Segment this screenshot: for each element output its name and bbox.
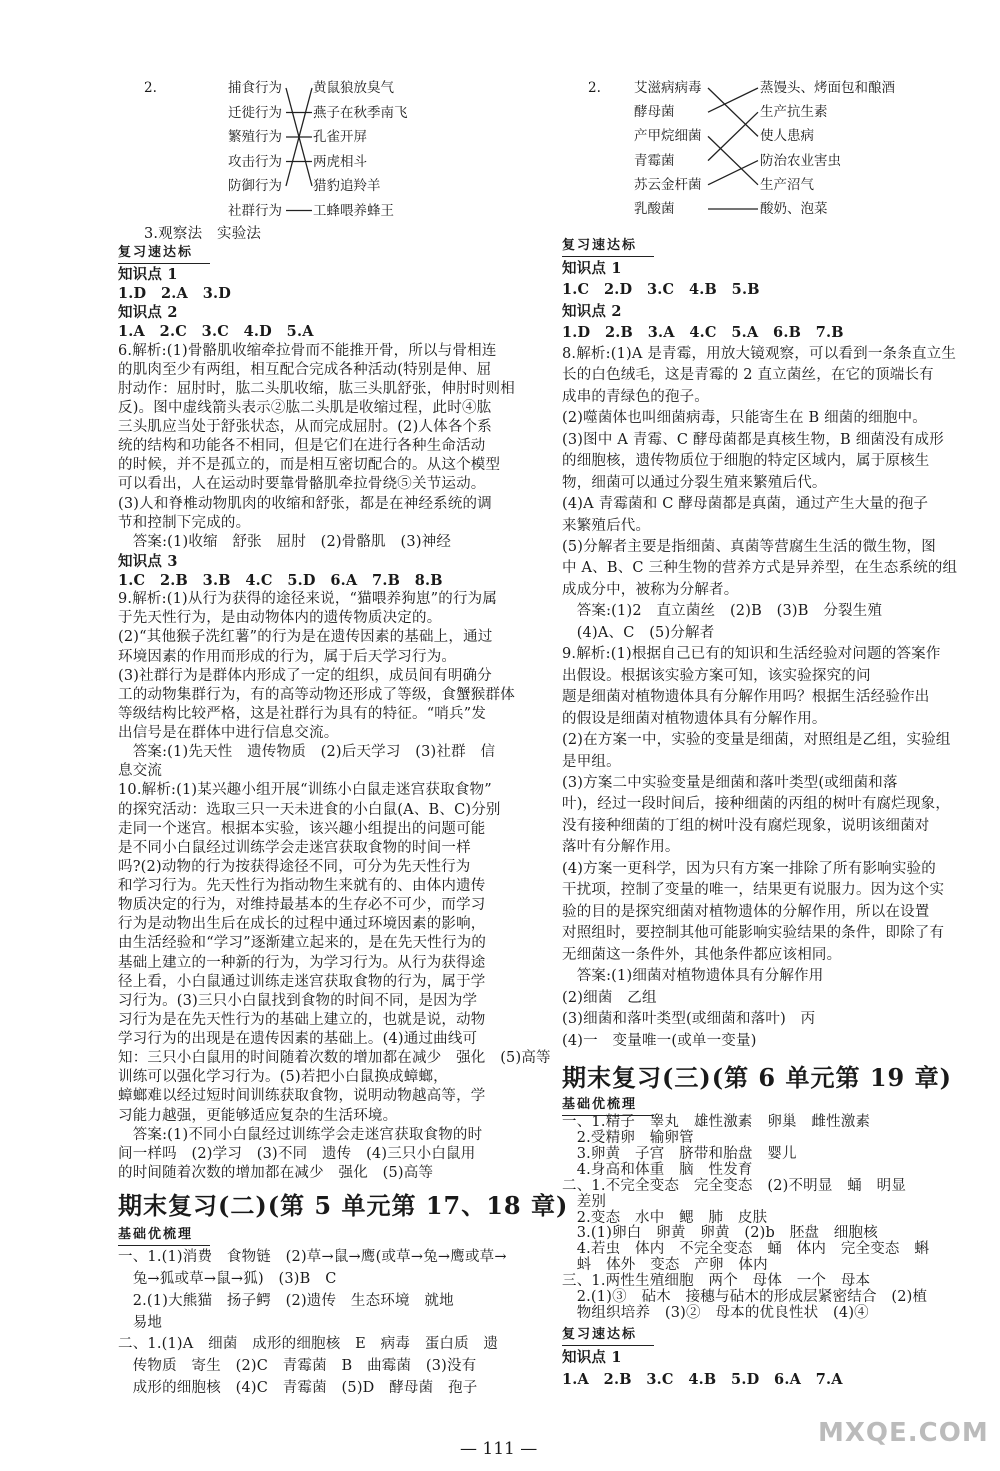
match-left-item: 攻击行为: [228, 153, 282, 170]
text-line: 长的白色绒毛，这是青霉的 2 直立菌丝，在它的顶端长有: [562, 367, 934, 384]
text-line: 蟑螂难以经过短时间训练获取食物，说明动物越高等，学: [118, 1088, 486, 1105]
text-line: 由生活经验和“学习”逐渐建立起来的，是在先天性行为的: [118, 935, 487, 952]
text-line: 2.(1)③ 砧木 接穗与砧木的形成层紧密结合 (2)植: [562, 1289, 928, 1306]
section-header: 基础优梳理: [562, 1097, 638, 1112]
section-header: 复习速达标: [562, 1327, 638, 1342]
text-line: 学习行为的出现是在遗传因素的基础上。(4)通过曲线可: [118, 1031, 478, 1047]
text-line: (3)细菌和落叶类型(或细菌和落叶) 丙: [562, 1011, 816, 1028]
text-line: 知：三只小白鼠用的时间随着次数的增加都在减少 强化 (5)高等: [118, 1050, 551, 1067]
match-left-item: 社群行为: [228, 202, 282, 219]
text-line: (3)人和脊椎动物肌肉的收缩和舒张，都是在神经系统的调: [118, 495, 492, 512]
text-line: 10.解析:(1)某兴趣小组开展“训练小白鼠走迷宫获取食物”: [118, 782, 492, 799]
text-line: 成串的青绿色的孢子。: [562, 388, 709, 405]
text-line: 是不同小白鼠经过训练学会走迷宫获取食物的时间一样: [118, 839, 471, 856]
match-left-item: 产甲烷细菌: [634, 128, 702, 145]
match-right-item: 蒸馒头、烤面包和酿酒: [760, 80, 895, 96]
text-line: 知识点 2: [118, 304, 178, 322]
match-right-item: 生产沼气: [760, 176, 814, 193]
text-line: 验的目的是探究细菌对植物遗体的分解作用，所以在设置: [562, 903, 930, 920]
match-line: [708, 88, 758, 112]
text-line: 中 A、B、C 三种生物的营养方式是异养型，在生态系统的组: [562, 560, 958, 577]
section-underline: [562, 1345, 654, 1346]
text-line: 1.C 2.B 3.B 4.C 5.D 6.A 7.B 8.B: [118, 572, 443, 589]
text-line: (4)A 青霉菌和 C 酵母菌都是真菌，通过产生大量的孢子: [562, 496, 929, 513]
match-right-item: 燕子在秋季南飞: [313, 104, 408, 121]
text-line: (3)图中 A 青霉、C 酵母菌都是真核生物，B 细菌没有成形: [562, 431, 944, 448]
text-line: 训练可以强化学习行为。(5)若把小白鼠换成蟑螂，: [118, 1069, 448, 1086]
text-line: (4)一 变量唯一(或单一变量): [562, 1032, 757, 1049]
text-line: (4)A、C (5)分解者: [562, 624, 715, 641]
match-line: [708, 88, 758, 136]
match-right-item: 生产抗生素: [760, 104, 828, 121]
text-line: 环境因素的作用而形成的行为，属于后天学习行为。: [118, 648, 457, 665]
text-line: 答案:(1)不同小白鼠经过训练学会走迷宫获取食物的时: [118, 1126, 483, 1143]
section-header: 复习速达标: [562, 238, 638, 253]
text-line: 易地: [118, 1314, 163, 1331]
text-line: 径上看，小白鼠通过训练走迷宫获取食物的行为，属于学: [118, 973, 486, 990]
text-line: (2)细菌 乙组: [562, 989, 657, 1006]
text-line: 基础上建立的一种新的行为，为学习行为。从行为获得途: [118, 954, 486, 971]
text-line: 肘动作：屈肘时，肱二头肌收缩，肱三头肌舒张，伸肘时则相: [118, 380, 515, 397]
text-line: 答案:(1)细菌对植物遗体具有分解作用: [562, 968, 824, 985]
text-line: 二、1.不完全变态 完全变态 (2)不明显 蛹 明显: [562, 1177, 907, 1194]
text-line: 吗?(2)动物的行为按获得途径不同，可分为先天性行为: [118, 858, 471, 875]
page-number: — 111 —: [460, 1439, 538, 1459]
text-line: 1.D 2.B 3.A 4.C 5.A 6.B 7.B: [562, 324, 844, 342]
text-line: 1.D 2.A 3.D: [118, 285, 232, 303]
text-line: 出假设。根据该实验方案可知，该实验探究的问: [562, 667, 871, 684]
text-line: 的假设是细菌对植物遗体具有分解作用。: [562, 710, 827, 727]
text-line: 干扰项，控制了变量的唯一，结果更有说服力。因为这个实: [562, 882, 945, 899]
text-line: 3.卵黄 子宫 脐带和胎盘 婴儿: [562, 1145, 797, 1162]
match-line: [708, 161, 758, 185]
section-title: 期末复习(二)(第 5 单元第 17、18 章): [118, 1191, 569, 1220]
text-line: 4.若虫 体内 不完全变态 蛹 体内 完全变态 蝌: [562, 1241, 930, 1258]
match-number: 2.: [144, 80, 157, 96]
text-line: (2)在方案一中，实验的变量是细菌，对照组是乙组，实验组: [562, 732, 951, 749]
text-line: 落叶有分解作用。: [562, 839, 680, 856]
text-line: 差别: [562, 1193, 607, 1210]
text-line: 的肌肉至少有两组，相互配合完成各种活动(特别是伸、屈: [118, 361, 492, 378]
text-line: 8.解析:(1)A 是青霉，用放大镜观察，可以看到一条条直立生: [562, 345, 957, 362]
text-line: 出信号是在群体中进行信息交流。: [118, 725, 339, 741]
text-line: 三头肌应当处于舒张状态，从而完成屈肘。(2)人体各个系: [118, 419, 492, 435]
match-right-item: 两虎相斗: [313, 153, 367, 170]
text-line: 成成分中，被称为分解者。: [562, 581, 739, 598]
text-line: 答案:(1)先天性 遗传物质 (2)后天学习 (3)社群 信: [118, 744, 496, 761]
text-line: 2.(1)大熊猫 扬子鳄 (2)遗传 生态环境 就地: [118, 1292, 454, 1309]
text-line: 等级结构比较严格，这是社群行为具有的特征。“哨兵”发: [118, 705, 487, 722]
text-line: 一、1.精子 睾丸 雄性激素 卵巢 雌性激素: [562, 1114, 871, 1130]
text-line: 习行为是在先天性行为的基础上建立的，也就是说，动物: [118, 1011, 486, 1028]
text-line: 题是细菌对植物遗体具有分解作用吗？根据生活经验作出: [562, 689, 930, 706]
text-line: 物组织培养 (3)② 母本的优良性状 (4)④: [562, 1305, 869, 1322]
text-line: 2.受精卵 输卵管: [562, 1129, 694, 1146]
watermark: MXQE.COM: [818, 1418, 989, 1448]
text-line: 知识点 1: [562, 260, 622, 277]
text-line: 间一样吗 (2)学习 (3)不同 遗传 (4)三只小白鼠用: [118, 1145, 476, 1162]
text-line: 统的结构和功能各不相同，但是它们在进行各种生命活动: [118, 438, 486, 455]
text-line: 和学习行为。先天性行为指动物生来就有的、由体内遗传: [118, 878, 486, 894]
text-line: 1.A 2.B 3.C 4.B 5.D 6.A 7.A: [562, 1371, 843, 1388]
text-line: 知识点 2: [562, 302, 622, 320]
match-right-item: 使人患病: [760, 128, 814, 145]
text-line: 答案:(1)2 直立菌丝 (2)B (3)B 分裂生殖: [562, 603, 883, 620]
match-left-item: 迁徙行为: [228, 104, 282, 121]
text-line: 对照组时，要控制其他可能影响实验结果的条件，即除了有: [562, 925, 945, 942]
text-line: 兔→狐或草→鼠→狐) (3)B C: [118, 1270, 337, 1287]
text-line: (3)方案二中实验变量是细菌和落叶类型(或细菌和落: [562, 775, 898, 792]
text-line: 没有接种细菌的丁组的树叶没有腐烂现象，说明该细菌对: [562, 817, 930, 834]
section-header: 基础优梳理: [118, 1227, 194, 1242]
text-line: 息交流: [118, 763, 163, 780]
text-line: 物，细菌可以通过分裂生殖来繁殖后代。: [562, 474, 827, 491]
match-line: [708, 136, 758, 184]
text-line: 知识点 1: [118, 266, 178, 283]
text-line: 无细菌这一条件外，其他条件都应该相同。: [562, 946, 842, 963]
match-right-item: 黄鼠狼放臭气: [313, 80, 394, 96]
match-left-item: 乳酸菌: [634, 201, 675, 217]
text-line: 节和控制下完成的。: [118, 514, 251, 531]
section-underline: [118, 1245, 210, 1246]
text-line: 的时间随着次数的增加都在减少 强化 (5)高等: [118, 1164, 434, 1181]
text-line: 传物质 寄生 (2)C 青霉菌 B 曲霉菌 (3)没有: [118, 1358, 477, 1375]
match-left-item: 苏云金杆菌: [634, 176, 702, 193]
text-line: 行为是动物出生后在成长的过程中通过环境因素的影响，: [118, 916, 486, 933]
text-line: 可以看出，人在运动时要靠骨骼肌牵拉骨绕⑤关节运动。: [118, 476, 486, 493]
text-line: 习行为。(3)三只小白鼠找到食物的时间不同，是因为学: [118, 992, 478, 1009]
text-line: 3.(1)卵白 卵黄 卵黄 (2)b 胚盘 细胞核: [562, 1225, 878, 1242]
text-line: 叶)，经过一段时间后，接种细菌的丙组的树叶有腐烂现象，: [562, 796, 951, 813]
text-line: 答案:(1)收缩 舒张 屈肘 (2)骨骼肌 (3)神经: [118, 533, 452, 550]
text-line: 的时候，并不是孤立的，而是相互密切配合的。从这个模型: [118, 457, 501, 474]
section-underline: [118, 263, 210, 264]
text-line: 习能力越强，更能够适应复杂的生活环境。: [118, 1107, 398, 1124]
text-line: 知识点 3: [118, 552, 178, 570]
text-line: 9.解析:(1)根据自己已有的知识和生活经验对问题的答案作: [562, 646, 941, 663]
match-right-item: 孔雀开屏: [313, 129, 367, 145]
text-line: (2)“其他猴子洗红薯”的行为是在遗传因素的基础上，通过: [118, 629, 493, 646]
text-line: 二、1.(1)A 细菌 成形的细胞核 E 病毒 蛋白质 遗: [118, 1336, 499, 1353]
text-line: 知识点 1: [562, 1349, 622, 1366]
text-line: 三、1.两性生殖细胞 两个 母体 一个 母本: [562, 1273, 871, 1290]
text-line: 走同一个迷宫。根据本实验，该兴趣小组提出的问题可能: [118, 820, 486, 837]
text-line: 于先天性行为，是由动物体内的遗传物质决定的。: [118, 610, 442, 627]
text-line: 物质决定的行为，对维持最基本的生存必不可少，而学习: [118, 897, 486, 914]
text-line: 蚪 体外 变态 产卵 体内: [562, 1257, 768, 1274]
section-title: 期末复习(三)(第 6 单元第 19 章): [562, 1063, 952, 1092]
match-right-item: 猎豹追羚羊: [313, 178, 381, 194]
text-line: 工的动物集群行为，有的高等动物还形成了等级，食蟹猴群体: [118, 686, 515, 703]
text-line: 1.C 2.D 3.C 4.B 5.B: [562, 281, 760, 299]
match-line: [708, 112, 758, 160]
text-line: (3)社群行为是群体内形成了一定的组织，成员间有明确分: [118, 667, 492, 684]
match-right-item: 酸奶、泡菜: [760, 201, 828, 217]
text-line: (5)分解者主要是指细菌、真菌等营腐生生活的微生物，图: [562, 538, 936, 555]
text-line: 是甲组。: [562, 753, 621, 770]
match-left-item: 防御行为: [228, 178, 282, 194]
section-underline: [562, 256, 654, 257]
text-line: 来繁殖后代。: [562, 517, 651, 534]
match-left-item: 繁殖行为: [228, 129, 282, 145]
text-line: 的探究活动：选取三只一天未进食的小白鼠(A、B、C)分别: [118, 801, 501, 818]
match-left-item: 酵母菌: [634, 104, 675, 121]
text-line: (2)噬菌体也叫细菌病毒，只能寄生在 B 细菌的细胞中。: [562, 410, 928, 427]
text-line: 成形的细胞核 (4)C 青霉菌 (5)D 酵母菌 孢子: [118, 1380, 478, 1397]
match-right-item: 防治农业害虫: [760, 152, 841, 169]
text-line: 3.观察法 实验法: [144, 226, 262, 242]
text-line: 4.身高和体重 脑 性发育: [562, 1161, 753, 1178]
text-line: 6.解析:(1)骨骼肌收缩牵拉骨而不能推开骨，所以与骨相连: [118, 342, 497, 359]
text-line: 反)。图中虚线箭头表示②肱二头肌是收缩过程，此时④肱: [118, 399, 492, 416]
match-right-item: 工蜂喂养蜂王: [313, 202, 394, 219]
text-line: 2.变态 水中 鳃 肺 皮肤: [562, 1209, 768, 1226]
match-left-item: 艾滋病病毒: [634, 80, 702, 96]
match-left-item: 捕食行为: [228, 80, 282, 96]
text-line: (4)方案一更科学，因为只有方案一排除了所有影响实验的: [562, 860, 936, 877]
match-number: 2.: [588, 80, 601, 96]
match-left-item: 青霉菌: [634, 152, 675, 169]
text-line: 的细胞核，遗传物质位于细胞的特定区域内，属于原核生: [562, 453, 930, 470]
section-header: 复习速达标: [118, 245, 194, 260]
text-line: 1.A 2.C 3.C 4.D 5.A: [118, 323, 314, 341]
text-line: 9.解析:(1)从行为获得的途径来说，“猫喂养狗崽”的行为属: [118, 591, 498, 608]
text-line: 一、1.(1)消费 食物链 (2)草→鼠→鹰(或草→兔→鹰或草→: [118, 1249, 507, 1265]
